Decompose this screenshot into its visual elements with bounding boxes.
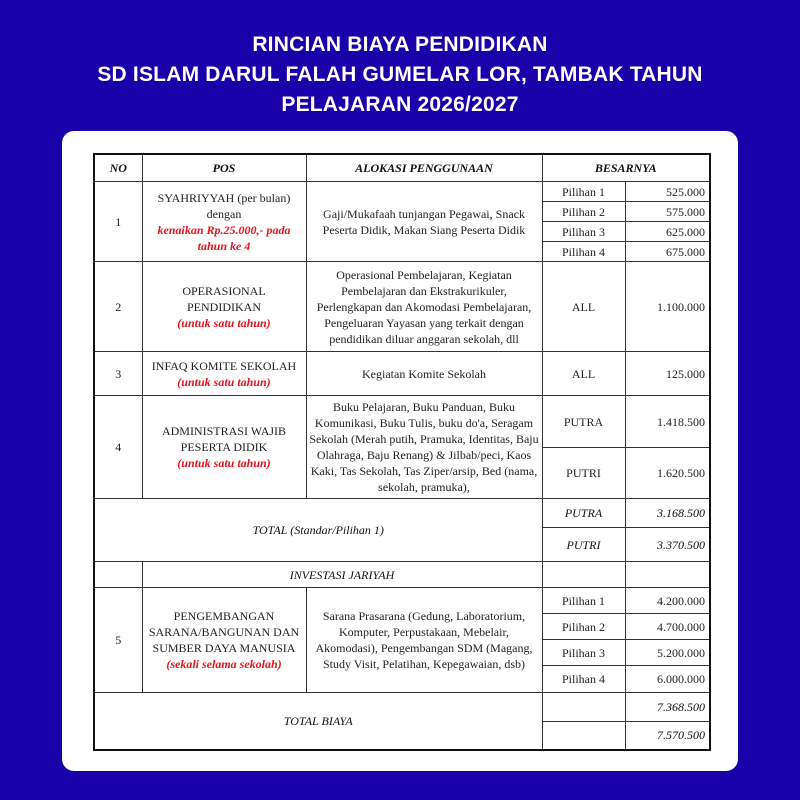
option-label: Pilihan 1 xyxy=(542,182,625,202)
table-row xyxy=(94,396,710,448)
total-value: 3.168.500 xyxy=(625,499,710,528)
option-value: 525.000 xyxy=(625,182,710,202)
title-line-2: SD ISLAM DARUL FALAH GUMELAR LOR, TAMBAK TAHUN xyxy=(97,63,703,86)
option-label: Pilihan 4 xyxy=(542,242,625,262)
pos-note: (untuk satu tahun) xyxy=(177,315,271,330)
empty-cell xyxy=(625,562,710,588)
title-line-1: RINCIAN BIAYA PENDIDIKAN xyxy=(252,33,548,56)
option-value: 5.200.000 xyxy=(625,640,710,666)
total-label: PUTRA xyxy=(542,499,625,528)
total-standar-label: TOTAL (Standar/Pilihan 1) xyxy=(94,499,542,562)
row-no: 2 xyxy=(94,262,142,352)
pos-note: (untuk satu tahun) xyxy=(177,374,271,389)
title-line-3: PELAJARAN 2026/2027 xyxy=(281,93,519,116)
section-investasi-label: INVESTASI JARIYAH xyxy=(142,562,542,588)
row-alokasi: Sarana Prasarana (Gedung, Laboratorium, Komputer, Perpustakaan, Mebelair, Akomodasi), Pengembangan SDM (Magang, Study Visit, Pelatihan, Kepegawaian, dsb) xyxy=(306,588,542,693)
option-value: 1.100.000 xyxy=(625,262,710,352)
option-label: Pilihan 3 xyxy=(542,222,625,242)
empty-cell xyxy=(542,693,625,722)
table-row xyxy=(94,182,710,202)
pos-note: (untuk satu tahun) xyxy=(177,456,271,470)
row-alokasi: Kegiatan Komite Sekolah xyxy=(306,352,542,396)
table-row xyxy=(94,588,710,614)
pos-title: OPERASIONAL PENDIDIKAN xyxy=(182,283,266,314)
option-value: 4.700.000 xyxy=(625,614,710,640)
option-label: ALL xyxy=(542,262,625,352)
total-value: 3.370.500 xyxy=(625,528,710,562)
option-value: 675.000 xyxy=(625,242,710,262)
total-biaya-value: 7.570.500 xyxy=(625,722,710,750)
section-row xyxy=(94,562,710,588)
col-header-alokasi: ALOKASI PENGGUNAAN xyxy=(306,154,542,182)
option-value: 4.200.000 xyxy=(625,588,710,614)
option-label: ALL xyxy=(542,352,625,396)
col-header-no: NO xyxy=(94,154,142,182)
total-biaya-row xyxy=(94,693,710,722)
row-pos xyxy=(142,588,306,693)
option-label: PUTRA xyxy=(542,396,625,448)
empty-cell xyxy=(542,562,625,588)
table-row xyxy=(94,262,710,352)
option-value: 6.000.000 xyxy=(625,666,710,693)
page-title xyxy=(0,30,800,120)
option-label: Pilihan 3 xyxy=(542,640,625,666)
total-standar-row xyxy=(94,499,710,528)
fee-table xyxy=(93,153,711,751)
total-biaya-label: TOTAL BIAYA xyxy=(94,693,542,750)
pos-title: SYAHRIYYAH (per bulan) xyxy=(157,190,291,205)
pos-note: kenaikan Rp.25.000,- pada tahun ke 4 xyxy=(157,222,291,253)
option-value: 575.000 xyxy=(625,202,710,222)
row-alokasi: Buku Pelajaran, Buku Panduan, Buku Komunikasi, Buku Tulis, buku do'a, Seragam Sekolah (Merah putih, Pramuka, Identitas, Baju Olahraga, Baju Renang) & Jilbab/peci, Kaos Kaki, Tas Sekolah, Tas Ziper/arsip, Bed (nama, sekolah, pramuka), xyxy=(306,396,542,499)
col-header-pos: POS xyxy=(142,154,306,182)
row-no: 4 xyxy=(94,396,142,499)
table-row xyxy=(94,352,710,396)
option-value: 1.620.500 xyxy=(625,448,710,499)
total-biaya-value: 7.368.500 xyxy=(625,693,710,722)
pos-extra: dengan xyxy=(206,206,242,221)
pos-title: INFAQ KOMITE SEKOLAH xyxy=(151,358,297,373)
row-pos xyxy=(142,262,306,352)
option-value: 1.418.500 xyxy=(625,396,710,448)
option-label: Pilihan 2 xyxy=(542,614,625,640)
empty-cell xyxy=(542,722,625,750)
row-alokasi: Gaji/Mukafaah tunjangan Pegawai, Snack Peserta Didik, Makan Siang Peserta Didik xyxy=(306,182,542,262)
option-value: 625.000 xyxy=(625,222,710,242)
pos-title: PENGEMBANGAN SARANA/BANGUNAN DAN SUMBER DAYA MANUSIA xyxy=(148,609,300,655)
pos-title: ADMINISTRASI WAJIB PESERTA DIDIK xyxy=(161,424,287,454)
option-label: Pilihan 4 xyxy=(542,666,625,693)
row-no: 3 xyxy=(94,352,142,396)
row-pos xyxy=(142,352,306,396)
table-header-row xyxy=(94,154,710,182)
empty-cell xyxy=(94,562,142,588)
row-alokasi: Operasional Pembelajaran, Kegiatan Pembelajaran dan Ekstrakurikuler, Perlengkapan dan Akomodasi Pembelajaran, Pengeluaran Yayasan yang terkait dengan pendidikan diluar anggaran sekolah, dll xyxy=(306,262,542,352)
option-label: PUTRI xyxy=(542,448,625,499)
col-header-besarnya: BESARNYA xyxy=(542,154,710,182)
row-pos xyxy=(142,182,306,262)
row-no: 1 xyxy=(94,182,142,262)
option-label: Pilihan 2 xyxy=(542,202,625,222)
row-no: 5 xyxy=(94,588,142,693)
option-label: Pilihan 1 xyxy=(542,588,625,614)
row-pos xyxy=(142,396,306,499)
total-label: PUTRI xyxy=(542,528,625,562)
pos-note: (sekali selama sekolah) xyxy=(166,657,282,671)
option-value: 125.000 xyxy=(625,352,710,396)
